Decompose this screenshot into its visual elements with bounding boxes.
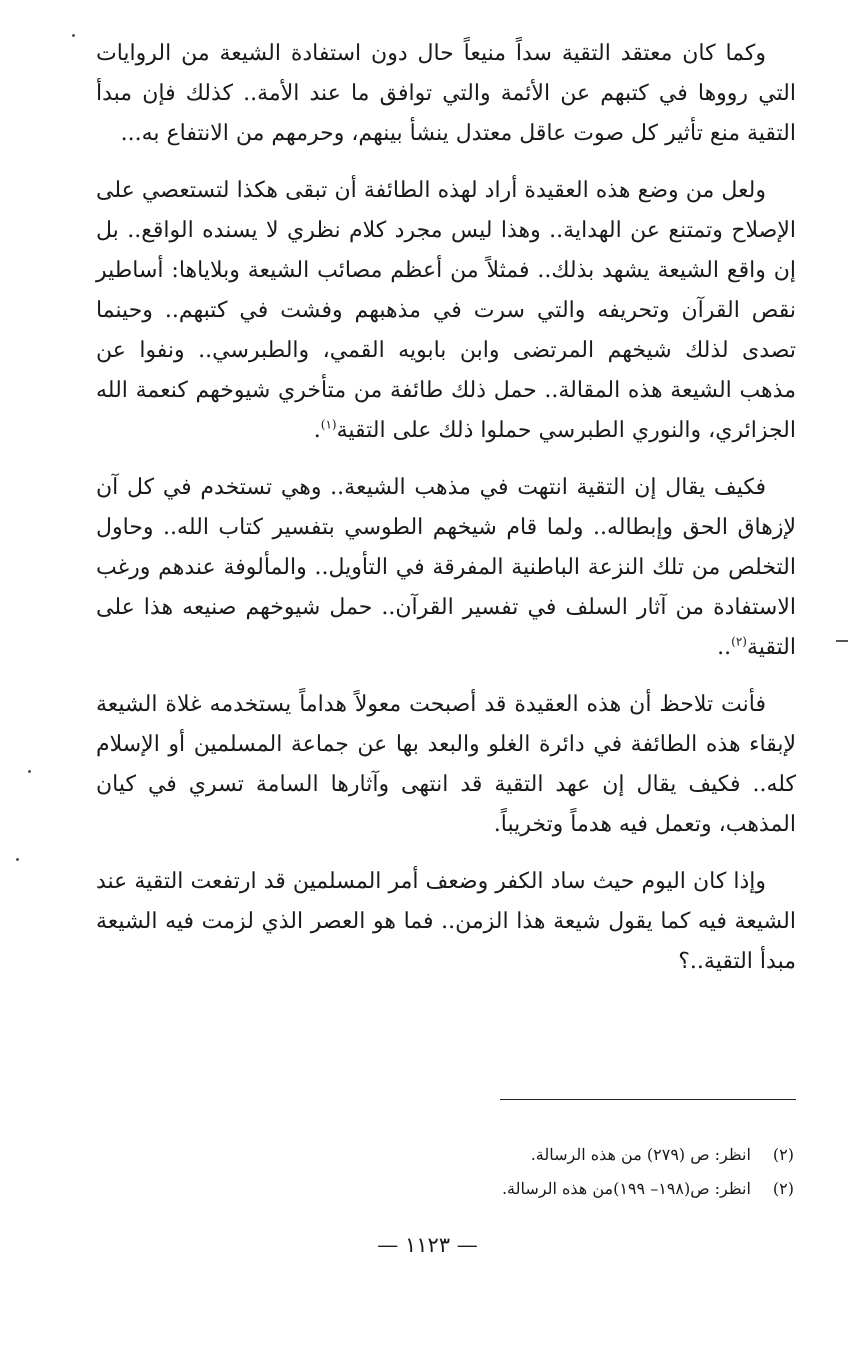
footnote-number: (٢)	[772, 1179, 794, 1198]
paragraph-tail: .	[313, 418, 321, 443]
paragraph	[96, 468, 796, 668]
footnote-number: (٢)	[772, 1145, 794, 1164]
main-text	[96, 34, 796, 999]
footnote	[300, 1138, 794, 1172]
footnote-text: انظر: ص (٢٧٩) من هذه الرسالة.	[530, 1145, 751, 1164]
scan-speck	[836, 640, 848, 642]
footnote-ref: (٢)	[731, 634, 747, 649]
paragraph: وإذا كان اليوم حيث ساد الكفر وضعف أمر المسلمين قد ارتفعت التقية عند الشيعة فيه كما يقول شيعة هذا الزمن.. فما هو العصر الذي لزمت فيه الشيعة مبدأ التقية..؟	[96, 869, 796, 974]
footnote-separator	[500, 1099, 796, 1100]
footnote	[300, 1172, 794, 1206]
footnotes	[300, 1138, 794, 1206]
paragraph-text: فكيف يقال إن التقية انتهت في مذهب الشيعة.. وهي تستخدم في كل آن لإزهاق الحق وإبطاله.. ولما قام شيخهم الطوسي بتفسير كتاب الله.. وحاول التخلص من تلك النزعة الباطنية المفرقة في التأويل.. والمألوفة عندهم ورغب الاستفادة من آثار السلف في تفسير القرآن.. حمل شيوخهم صنيعه هذا على التقية	[96, 475, 796, 660]
paragraph: وكما كان معتقد التقية سداً منيعاً حال دون استفادة الشيعة من الروايات التي رووها في كتبهم عن الأئمة والتي توافق ما عند الأمة.. كذلك فإن مبدأ التقية منع تأثير كل صوت عاقل معتدل ينشأ بينهم، وحرمهم من الانتفاع به...	[96, 41, 796, 146]
footnote-text: انظر: ص(١٩٨– ١٩٩)من هذه الرسالة.	[501, 1179, 751, 1198]
scan-speck	[16, 858, 19, 861]
paragraph-text: ولعل من وضع هذه العقيدة أراد لهذه الطائفة أن تبقى هكذا لتستعصي على الإصلاح وتمتنع عن الهداية.. وهذا ليس مجرد كلام نظري لا يسنده الواقع.. بل إن واقع الشيعة يشهد بذلك.. فمثلاً من أعظم مصائب الشيعة وبلاياها: أساطير نقص القرآن وتحريفه والتي سرت في مذهبهم وفشت في كتبهم.. وحينما تصدى لذلك شيخهم المرتضى وابن بابويه القمي، والطبرسي.. ونفوا عن مذهب الشيعة هذه المقالة.. حمل ذلك طائفة من متأخري شيوخهم كنعمة الله الجزائري، والنوري الطبرسي حملوا ذلك على التقية	[96, 178, 796, 443]
paragraph-tail: ..	[717, 635, 732, 660]
footnote-ref: (١)	[320, 417, 337, 432]
paragraph: فأنت تلاحظ أن هذه العقيدة قد أصبحت معولاً هداماً يستخدمه غلاة الشيعة لإبقاء هذه الطائفة في دائرة الغلو والبعد بها عن جماعة المسلمين أو الإسلام كله.. فكيف يقال إن عهد التقية قد انتهى وآثارها السامة تسري في كيان المذهب، وتعمل فيه هدماً وتخريباً.	[96, 692, 796, 837]
page-number: — ١١٢٣ —	[377, 1233, 478, 1257]
paragraph	[96, 171, 796, 451]
scan-speck	[28, 770, 31, 773]
scan-speck	[72, 34, 75, 37]
